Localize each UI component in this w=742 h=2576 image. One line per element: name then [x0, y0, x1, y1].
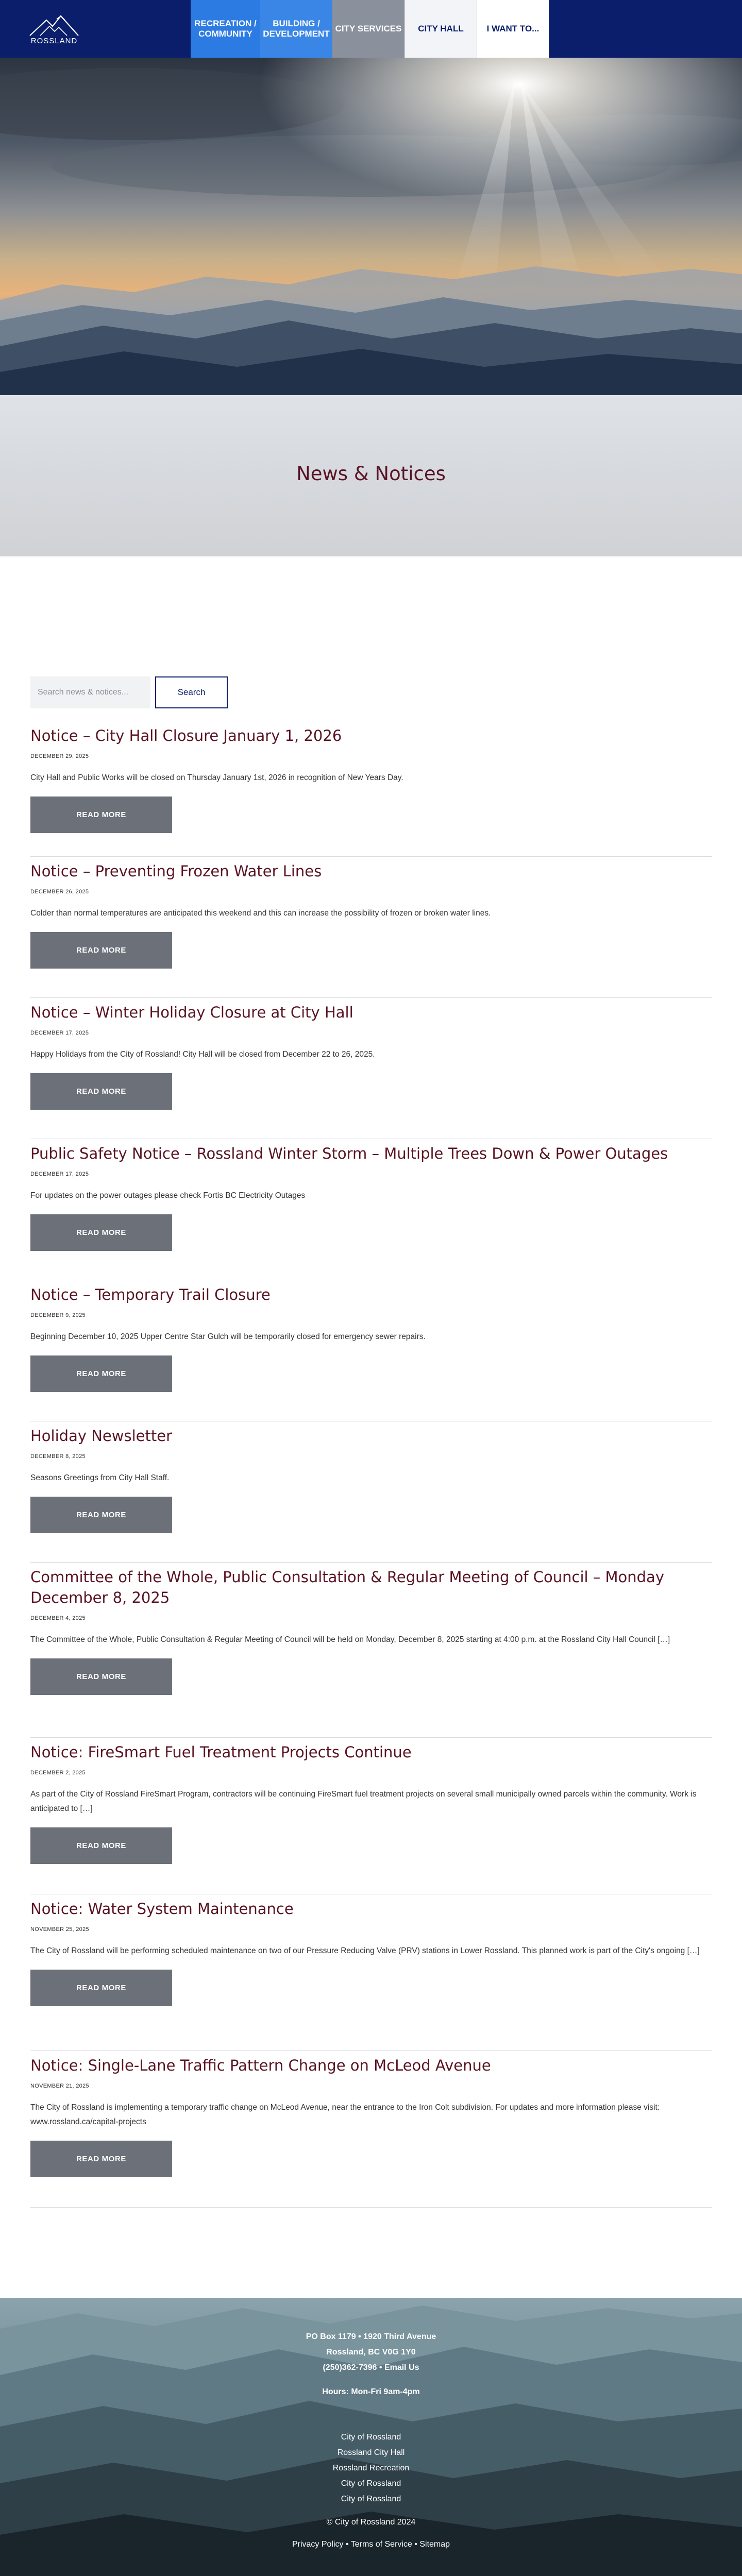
news-item-date: DECEMBER 9, 2025 [30, 1312, 86, 1318]
news-item [30, 857, 712, 998]
nav-city-services[interactable] [332, 0, 404, 58]
footer-legal-links [0, 2540, 742, 2549]
news-item-date: DECEMBER 29, 2025 [30, 753, 89, 759]
footer-link-city-of-rossland-2[interactable]: City of Rossland [341, 2479, 401, 2488]
news-item-title[interactable]: Holiday Newsletter [30, 1427, 172, 1445]
read-more-button[interactable]: READ MORE [30, 1658, 172, 1695]
news-item-title[interactable]: Notice – Temporary Trail Closure [30, 1286, 271, 1303]
news-item-date: DECEMBER 17, 2025 [30, 1030, 89, 1036]
footer-email-link[interactable]: Email Us [384, 2363, 419, 2372]
terms-of-service-link[interactable]: Terms of Service [350, 2540, 412, 2549]
footer-address-line2: Rossland, BC V0G 1Y0 [326, 2348, 416, 2357]
site-footer [0, 2298, 742, 2576]
news-item-title[interactable]: Public Safety Notice – Rossland Winter Storm – Multiple Trees Down & Power Outages [30, 1145, 668, 1162]
read-more-button[interactable]: READ MORE [30, 932, 172, 969]
news-item [30, 1280, 712, 1421]
footer-separator: • [377, 2363, 384, 2372]
footer-bullet: • [343, 2540, 351, 2549]
read-more-button[interactable]: READ MORE [30, 1827, 172, 1864]
main-nav [191, 0, 549, 58]
news-item-excerpt: For updates on the power outages please check Fortis BC Electricity Outages [30, 1191, 306, 1200]
news-item-date: NOVEMBER 25, 2025 [30, 1926, 89, 1933]
news-item-title[interactable]: Notice: Single-Lane Traffic Pattern Change on McLeod Avenue [30, 2057, 491, 2074]
news-item-excerpt: Happy Holidays from the City of Rossland! City Hall will be closed from December 22 to 26, 2025. [30, 1050, 375, 1059]
read-more-button[interactable]: READ MORE [30, 1214, 172, 1251]
nav-building-development[interactable] [260, 0, 332, 58]
hero-image [0, 58, 742, 395]
footer-address-line1: PO Box 1179 • 1920 Third Avenue [306, 2332, 436, 2341]
news-item-excerpt: As part of the City of Rossland FireSmart Program, contractors will be continuing FireSmart fuel treatment projects on several small municipally owned parcels within the community. Work is anticipated to […] [30, 1790, 697, 1813]
news-item [30, 1738, 712, 1894]
read-more-button[interactable]: READ MORE [30, 2141, 172, 2177]
news-item-title[interactable]: Notice – Preventing Frozen Water Lines [30, 862, 322, 880]
search-form [30, 676, 228, 708]
news-item-date: DECEMBER 4, 2025 [30, 1615, 86, 1621]
news-item [30, 721, 712, 857]
nav-city-hall[interactable] [404, 0, 477, 58]
news-item-excerpt: Beginning December 10, 2025 Upper Centre Star Gulch will be temporarily closed for emergency sewer repairs. [30, 1332, 426, 1341]
nav-label-line1: BUILDING / [273, 19, 320, 29]
footer-bullet: • [412, 2540, 420, 2549]
nav-label: CITY SERVICES [335, 24, 402, 34]
footer-contact [0, 2363, 742, 2372]
footer-link-city-of-rossland-3[interactable]: City of Rossland [341, 2495, 401, 2503]
search-button[interactable]: Search [155, 676, 228, 708]
footer-copyright: © City of Rossland 2024 [326, 2518, 416, 2527]
sitemap-link[interactable]: Sitemap [419, 2540, 450, 2549]
footer-link-rossland-recreation[interactable]: Rossland Recreation [332, 2464, 410, 2472]
nav-label: CITY HALL [418, 24, 464, 34]
news-item [30, 1894, 712, 2051]
news-item-date: DECEMBER 26, 2025 [30, 889, 89, 895]
news-item-excerpt: City Hall and Public Works will be closed on Thursday January 1st, 2026 in recognition of New Years Day. [30, 773, 403, 782]
news-item-title[interactable]: Notice – City Hall Closure January 1, 2026 [30, 727, 342, 744]
news-item [30, 2051, 712, 2208]
nav-label-line1: RECREATION / [194, 19, 257, 29]
news-item-excerpt: The Committee of the Whole, Public Consultation & Regular Meeting of Council will be held on Monday, December 8, 2025 starting at 4:00 p.m. at the Rossland City Hall Council […] [30, 1635, 670, 1644]
news-item [30, 1139, 712, 1280]
news-item-title[interactable]: Committee of the Whole, Public Consultation & Regular Meeting of Council – Monday December 8, 2025 [30, 1568, 664, 1606]
mountain-logo-icon [26, 13, 82, 38]
site-logo[interactable] [10, 0, 98, 58]
footer-link-rossland-city-hall[interactable]: Rossland City Hall [337, 2448, 405, 2457]
nav-recreation-community[interactable] [191, 0, 260, 58]
read-more-button[interactable]: READ MORE [30, 1497, 172, 1533]
nav-label: I WANT TO... [486, 24, 539, 34]
privacy-policy-link[interactable]: Privacy Policy [292, 2540, 344, 2549]
news-item-excerpt: The City of Rossland will be performing scheduled maintenance on two of our Pressure Reducing Valve (PRV) stations in Lower Rossland. This planned work is part of the City's ongoing […] [30, 1946, 700, 1955]
news-item-title[interactable]: Notice – Winter Holiday Closure at City Hall [30, 1004, 353, 1021]
news-item-date: DECEMBER 17, 2025 [30, 1171, 89, 1177]
footer-hours: Hours: Mon-Fri 9am-4pm [322, 2387, 420, 2396]
logo-text: ROSSLAND [30, 36, 78, 45]
news-item-date: DECEMBER 8, 2025 [30, 1453, 86, 1460]
news-item-title[interactable]: Notice: FireSmart Fuel Treatment Projects Continue [30, 1743, 412, 1761]
nav-i-want-to[interactable] [477, 0, 549, 58]
read-more-button[interactable]: READ MORE [30, 1073, 172, 1110]
site-header [0, 0, 742, 58]
mountain-sunrise-image [0, 58, 742, 395]
footer-link-city-of-rossland[interactable]: City of Rossland [341, 2433, 401, 2442]
news-item-excerpt: Colder than normal temperatures are anticipated this weekend and this can increase the possibility of frozen or broken water lines. [30, 909, 491, 918]
news-item-title[interactable]: Notice: Water System Maintenance [30, 1900, 294, 1918]
news-item-excerpt: The City of Rossland is implementing a temporary traffic change on McLeod Avenue, near the entrance to the Iron Colt subdivision. For updates and more information please visit: www.rossland.ca/capital-projects [30, 2103, 660, 2126]
read-more-button[interactable]: READ MORE [30, 1355, 172, 1392]
news-item [30, 998, 712, 1139]
news-item [30, 1421, 712, 1563]
news-item-date: NOVEMBER 21, 2025 [30, 2083, 89, 2089]
nav-label-line2: COMMUNITY [198, 29, 252, 39]
news-item [30, 1563, 712, 1738]
news-item-date: DECEMBER 2, 2025 [30, 1770, 86, 1776]
read-more-button[interactable]: READ MORE [30, 796, 172, 833]
news-list [30, 721, 712, 2208]
footer-phone-link[interactable]: (250)362-7396 [323, 2363, 377, 2372]
nav-label-line2: DEVELOPMENT [263, 29, 330, 39]
news-item-excerpt: Seasons Greetings from City Hall Staff. [30, 1473, 170, 1482]
page-title-band [0, 395, 742, 556]
search-input[interactable] [30, 676, 150, 708]
page-title: News & Notices [296, 463, 446, 485]
read-more-button[interactable]: READ MORE [30, 1970, 172, 2006]
